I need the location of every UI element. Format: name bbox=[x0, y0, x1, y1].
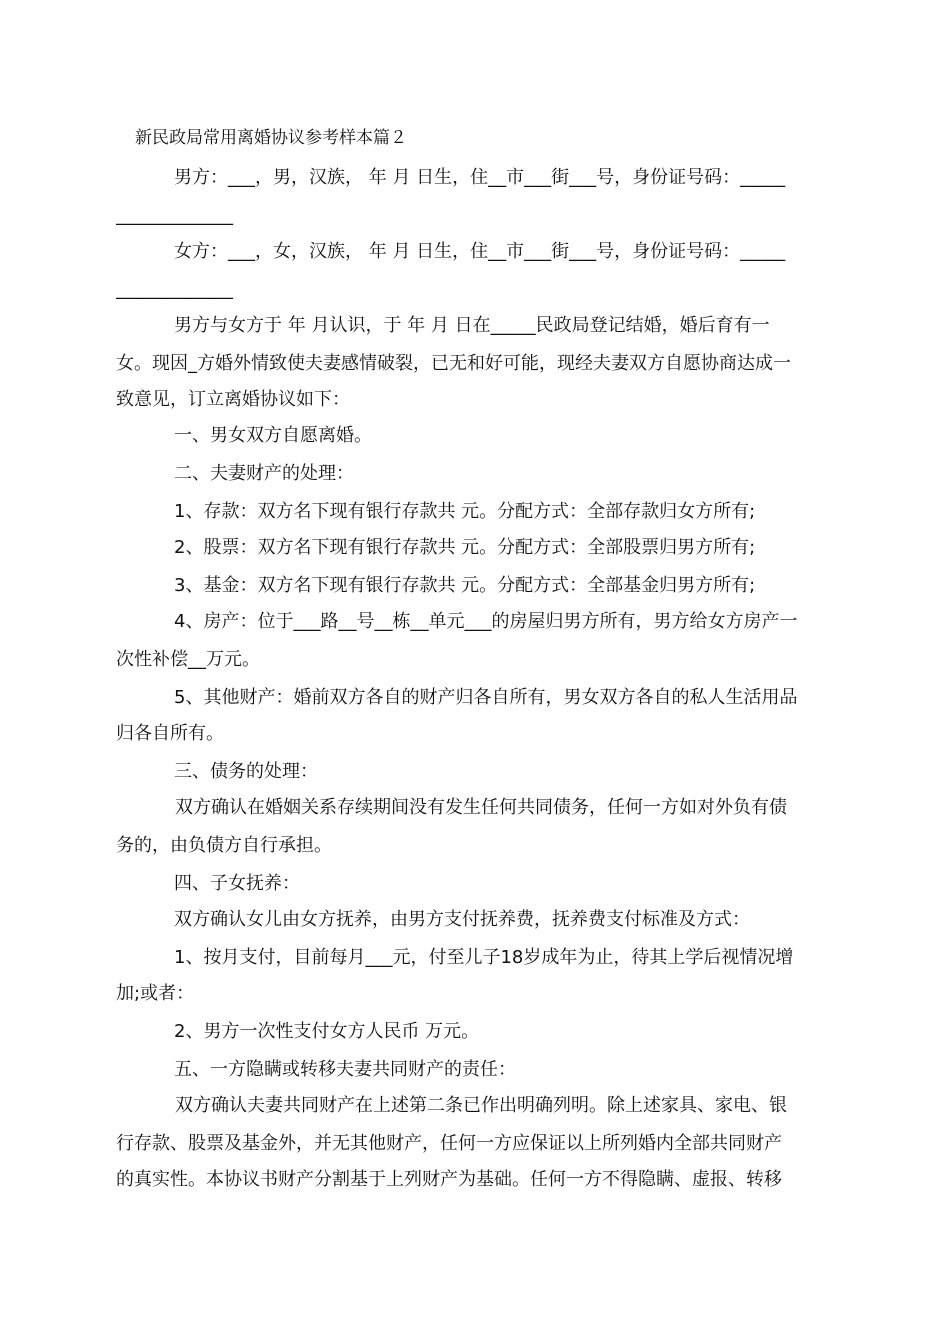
text-line: 的真实性。本协议书财产分割基于上列财产为基础。任何一方不得隐瞒、虚报、转移 bbox=[116, 1169, 782, 1190]
section-heading: 三、债务的处理： bbox=[174, 761, 318, 782]
list-item: 2、股票：双方名下现有银行存款共 元。分配方式：全部股票归男方所有; bbox=[174, 537, 756, 558]
list-item: 3、基金：双方名下现有银行存款共 元。分配方式：全部基金归男方所有; bbox=[174, 575, 756, 596]
list-item: 4、房产：位于___路__号__栋__单元___的房屋归男方所有，男方给女方房产一 bbox=[174, 611, 798, 632]
text-line: 务的，由负债方自行承担。 bbox=[116, 835, 332, 856]
text-line: 双方确认夫妻共同财产在上述第二条已作出明确列明。除上述家具、家电、银 bbox=[175, 1095, 787, 1116]
section-heading: 一、男女双方自愿离婚。 bbox=[174, 425, 372, 446]
text-line: 双方确认女儿由女方抚养，由男方支付抚养费，抚养费支付标准及方式： bbox=[174, 909, 750, 930]
list-item: 2、男方一次性支付女方人民币 万元。 bbox=[174, 1021, 480, 1042]
text-line: 双方确认在婚姻关系存续期间没有发生任何共同债务，任何一方如对外负有债 bbox=[175, 797, 787, 818]
section-heading: 四、子女抚养： bbox=[174, 873, 300, 894]
text-line: 致意见，订立离婚协议如下： bbox=[116, 389, 350, 410]
section-heading: 二、夫妻财产的处理： bbox=[174, 463, 354, 484]
text-line: 男方：___，男，汉族， 年 月 日生，住__市___街___号，身份证号码：_____ bbox=[174, 167, 786, 188]
text-line: 女。现因_方婚外情致使夫妻感情破裂，已无和好可能，现经夫妻双方自愿协商达成一 bbox=[116, 353, 791, 374]
document-title: 新民政局常用离婚协议参考样本篇２ bbox=[135, 128, 407, 148]
list-item: 1、存款：双方名下现有银行存款共 元。分配方式：全部存款归女方所有; bbox=[174, 501, 756, 522]
text-line: _____________ bbox=[116, 279, 233, 300]
list-item: 5、其他财产：婚前双方各自的财产归各自所有，男女双方各自的私人生活用品 bbox=[174, 687, 798, 708]
list-item: 1、按月支付，目前每月___元，付至儿子18岁成年为止，待其上学后视情况增 bbox=[174, 947, 794, 968]
text-line: 女方：___，女，汉族， 年 月 日生，住__市___街___号，身份证号码：_____ bbox=[174, 241, 786, 262]
text-line: 行存款、股票及基金外，并无其他财产，任何一方应保证以上所列婚内全部共同财产 bbox=[116, 1133, 782, 1154]
section-heading: 五、一方隐瞒或转移夫妻共同财产的责任： bbox=[174, 1059, 516, 1080]
text-line: 归各自所有。 bbox=[116, 723, 224, 744]
text-line: 加;或者： bbox=[116, 983, 195, 1004]
text-line: 男方与女方于 年 月认识，于 年 月 日在_____民政局登记结婚，婚后育有一 bbox=[174, 315, 770, 336]
text-line: 次性补偿__万元。 bbox=[116, 649, 260, 670]
text-line: _____________ bbox=[116, 205, 233, 226]
